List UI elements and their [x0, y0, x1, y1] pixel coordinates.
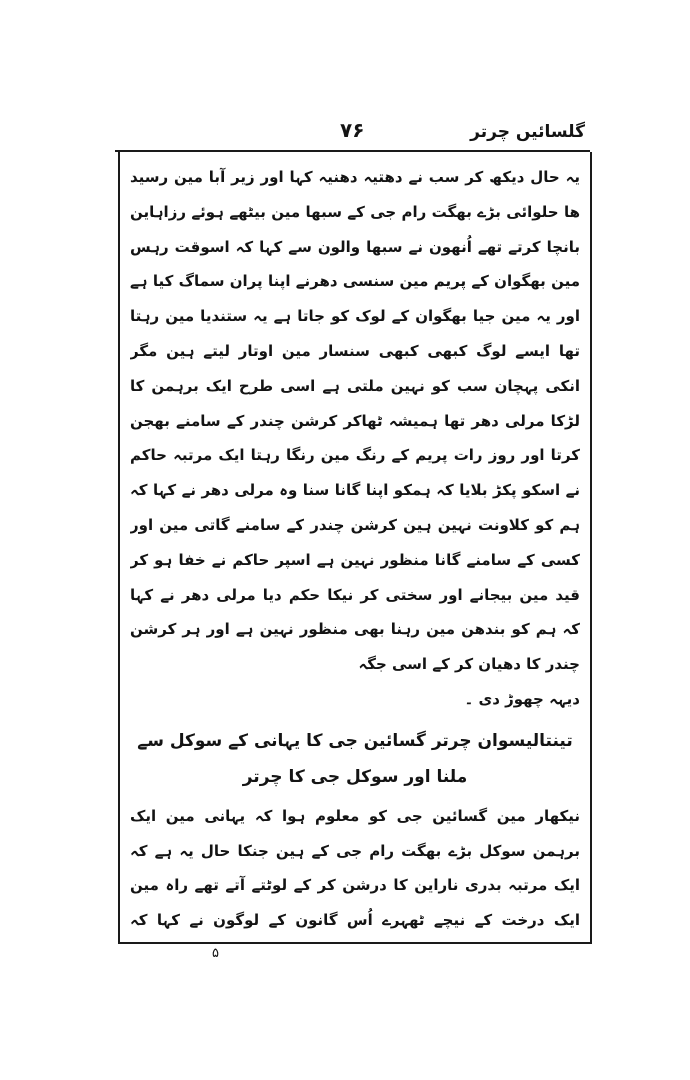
paragraph-2: نیکھار مین گسائین جی کو معلوم ہوا کہ یہانی مین ایک برہمن سوکل بڑے بھگت رام جی کے ہین جنکا حال یہ ہے کہ ایک مرتبہ بدری ناراین کا درشن کر کے لوٹتے آتے تھے راہ مین ایک درخت کے نیچے ٹھہرے اُس گانون کے لوگون نے کہا کہ [130, 806, 580, 930]
page-header [115, 118, 585, 152]
body-text [130, 160, 580, 940]
paragraph-1-end: دیہہ چھوڑ دی ۔ [464, 689, 580, 708]
running-title: گلسائیں چرتر [470, 122, 585, 142]
footer-mark: ۵ [212, 946, 219, 961]
section-heading: تینتالیسوان چرتر گسائین جی کا یہانی کے سوکل سے ملنا اور سوکل جی کا چرتر [137, 730, 573, 787]
paragraph-1: یہ حال دیکھ کر سب نے دھتیہ دھنیہ کہا اور زیر آبا مین رسید ھا حلوائی بڑے بھگت رام جی کے سبھا مین بیٹھے ہوئے رزاہاین بانچا کرتے تھے اُنھون نے سبھا والون سے کہا کہ اسوقت رہس مین بھگوان کے پریم مین سنسی دھرنے اپنا پران سماگ کیا ہے اور یہ مین جیا بھگوان کے لوک کو جاتا ہے یہ ستندیا مین رہتا تھا ایسے لوگ کبھی کبھی سنسار مین اوتار لیتے ہین مگر انکی پہچان سب کو نہین ملتی ہے اسی طرح ایک برہمن کا لڑکا مرلی دھر تھا ہمیشہ ٹھاکر کرشن چندر کے سامنے بھجن کرتا اور روز رات پریم کے رنگ مین رنگا رہتا ایک مرتبہ حاکم نے اسکو پکڑ بلایا کہ ہمکو اپنا گانا سنا وہ مرلی دھر نے کہا کہ ہم کو کلاونت نہین ہین کرشن چندر کے سامنے گاتی مین اور کسی کے سامنے گانا منظور نہین ہے اسپر حاکم نے خفا ہو کر قید مین بیجانے اور سختی کر نیکا حکم دیا مرلی دھر نے کہا کہ ہم کو بندھن مین رہنا بھی منظور نہین ہے اور ہر کرشن چندر کا دھیان کر کے اسی جگہ [130, 168, 580, 674]
page-number: ۷۶ [340, 118, 365, 142]
